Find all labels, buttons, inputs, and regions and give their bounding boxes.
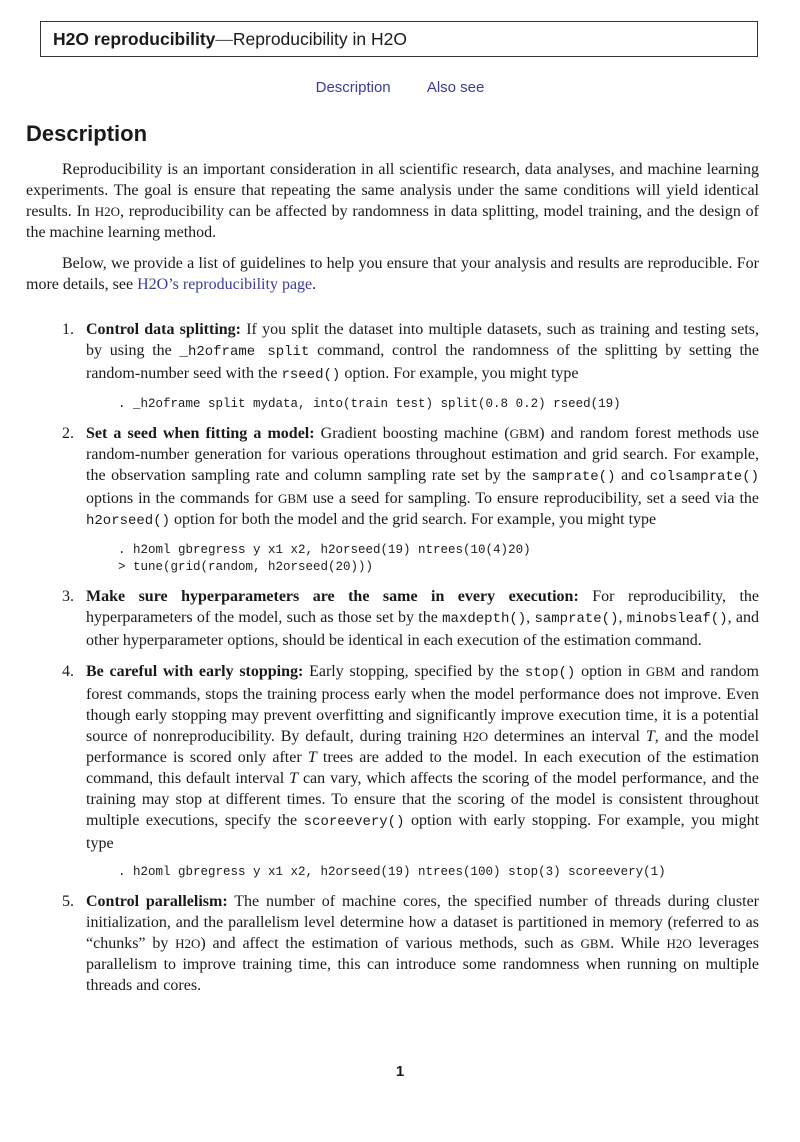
- title-box: [40, 21, 758, 57]
- list-item: 4. Be careful with early stopping: Early stopping, specified by the stop() option in GBM and random forest commands, stops the training process early when the model performance does not improve. Even though early stopping may prevent overfitting and significantly improve execution time, it is a potential source of nonreproducibility. By default, during training H2O determines an interval T, and the model performance is scored only after T trees are added to the model. In each execution of the estimation command, this default interval T can vary, which affects the scoring of the model performance, and the training may stop at different times. To ensure that the scoring of the model is consistent throughout multiple executions, specify the scoreevery() option with early stopping. For example, you might type . h2oml gbregress y x1 x2, h2orseed(19) ntrees(100) stop(3) scoreevery(1): [62, 663, 760, 879]
- list-item: 3. Make sure hyperparameters are the same in every execution: For reproducibility, the hyperparameters of the model, such as those set by the maxdepth(), samprate(), minobsleaf(), and other hyperparameter options, should be identical in each execution of the estimation command.: [62, 588, 760, 649]
- code-example: . h2oml gbregress y x1 x2, h2orseed(19) ntrees(100) stop(3) scoreevery(1): [118, 865, 666, 879]
- nav-link-description[interactable]: Description: [315, 79, 391, 96]
- reproducibility-page-link[interactable]: H2O’s reproducibility page: [137, 276, 313, 293]
- command-name: H2O reproducibility: [53, 28, 216, 49]
- command-subtitle: Reproducibility in H2O: [232, 28, 407, 49]
- code-example: . _h2oframe split mydata, into(train test) split(0.8 0.2) rseed(19): [118, 397, 621, 411]
- section-heading: Description: [26, 121, 148, 146]
- nav-link-also-see[interactable]: Also see: [426, 79, 485, 96]
- guidelines-list: [26, 319, 759, 996]
- document-body: [26, 159, 759, 1006]
- list-item: 1. Control data splitting: If you split the dataset into multiple datasets, such as training and testing sets, by using the _h2oframe split command, control the randomness of the splitting by setting the random-number seed with the rseed() option. For example, you might type . _h2oframe split mydata, into(train test) split(0.8 0.2) rseed(19): [62, 321, 760, 411]
- nav-links: [0, 79, 800, 96]
- page-number: 1: [395, 1063, 405, 1080]
- code-example: . h2oml gbregress y x1 x2, h2orseed(19) ntrees(10(4)20) > tune(grid(random, h2orseed(20))): [118, 543, 531, 574]
- title-dash: —: [215, 28, 233, 49]
- list-item: 5. Control parallelism: The number of machine cores, the specified number of threads during cluster initialization, and the parallelism level determine how a dataset is partitioned in memory (referred to as “chunks” by H2O) and affect the estimation of various methods, such as GBM. While H2O leverages parallelism to improve training time, this can introduce some randomness when running on multiple threads and cores.: [62, 893, 760, 994]
- intro-paragraph-2: Below, we provide a list of guidelines to help you ensure that your analysis and results are reproducible. For more details, see H2O’s reproducibility page.: [26, 255, 759, 293]
- list-item: 2. Set a seed when fitting a model: Gradient boosting machine (GBM) and random forest methods use random-number generation for various operations throughout estimation and grid search. For example, the observation sampling rate and column sampling rate set by the samprate() and colsamprate() options in the commands for GBM use a seed for sampling. To ensure reproducibility, set a seed via the h2orseed() option for both the model and the grid search. For example, you might type . h2oml gbregress y x1 x2, h2orseed(19) ntrees(10(4)20) > tune(grid(random, h2orseed(20))): [62, 425, 760, 574]
- intro-paragraph-1: Reproducibility is an important consideration in all scientific research, data analyses, and machine learning experiments. The goal is ensure that repeating the same analysis under the same conditions will yield identical results. In H2O, reproducibility can be affected by randomness in data splitting, model training, and the design of the machine learning method.: [26, 161, 760, 241]
